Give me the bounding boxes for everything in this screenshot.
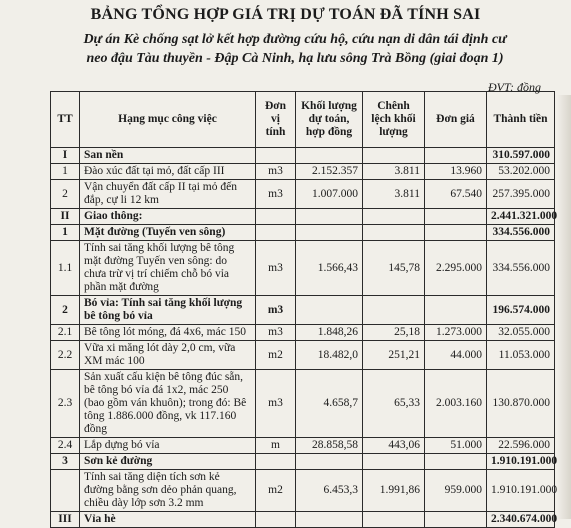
cell-item: San nền (80, 148, 256, 164)
subtitle-line-2: neo đậu Tàu thuyền - Đập Cà Ninh, hạ lưu sông Trà Bồng (giai đoạn 1) (86, 51, 504, 66)
cell-amount: 1.910.191.000 (487, 454, 555, 470)
cell-price (425, 225, 487, 241)
cell-diff: 65,33 (363, 370, 425, 438)
cell-unit: m3 (256, 325, 296, 341)
cell-diff (363, 209, 425, 225)
cell-tt: 1 (51, 164, 80, 180)
cell-volume (296, 225, 363, 241)
cell-item: Lắp dựng bó vỉa (80, 438, 256, 454)
table-row (51, 164, 555, 180)
cell-tt: III (51, 512, 80, 528)
cell-diff: 145,78 (363, 241, 425, 296)
cell-price (425, 512, 487, 528)
cell-tt: 1.1 (51, 241, 80, 296)
cell-amount: 334.556.000 (487, 225, 555, 241)
cell-amount: 130.870.000 (487, 370, 555, 438)
cell-unit: m3 (256, 180, 296, 209)
cell-amount: 257.395.000 (487, 180, 555, 209)
table-row (51, 370, 555, 438)
cell-price (425, 148, 487, 164)
cell-item: Bê tông lót móng, đá 4x6, mác 150 (80, 325, 256, 341)
cell-item: Tính sai tăng diện tích sơn kẻ đường bằng sơn dẻo phản quang, chiều dày lớp sơn 3.2 mm (80, 470, 256, 512)
table-row (51, 180, 555, 209)
cell-diff (363, 454, 425, 470)
cell-price: 44.000 (425, 341, 487, 370)
cell-diff: 1.991,86 (363, 470, 425, 512)
cell-unit (256, 209, 296, 225)
cell-volume (296, 454, 363, 470)
cell-diff: 443,06 (363, 438, 425, 454)
header-unit: Đơn vị tính (256, 92, 296, 148)
cell-tt (51, 470, 80, 512)
cell-amount: 310.597.000 (487, 148, 555, 164)
document-title: BẢNG TỔNG HỢP GIÁ TRỊ DỰ TOÁN ĐÃ TÍNH SAI (90, 6, 481, 23)
cell-unit: m3 (256, 296, 296, 325)
cell-unit (256, 454, 296, 470)
cell-tt: 2 (51, 296, 80, 325)
cell-diff (363, 148, 425, 164)
cell-tt: 3 (51, 454, 80, 470)
cell-tt: 2.4 (51, 438, 80, 454)
cell-item: Vữa xi măng lót dày 2,0 cm, vữa XM mác 100 (80, 341, 256, 370)
cell-amount: 11.053.000 (487, 341, 555, 370)
header-item: Hạng mục công việc (80, 92, 256, 148)
cell-diff: 251,21 (363, 341, 425, 370)
cell-unit: m2 (256, 341, 296, 370)
cell-unit: m3 (256, 370, 296, 438)
cell-item: Sản xuất cấu kiện bê tông đúc sẵn, bê tông bó vỉa đá 1x2, mác 250 (bao gồm ván khuôn); trong đó: Bê tông 1.886.000 đồng, vk 117.160 đồng (80, 370, 256, 438)
cell-item: Tính sai tăng khối lượng bê tông mặt đường Tuyến ven sông: do chưa trừ vị trí chiếm chỗ bó vỉa phần mặt đường (80, 241, 256, 296)
table-row (51, 296, 555, 325)
cell-diff: 3.811 (363, 164, 425, 180)
cell-item: Bó vỉa: Tính sai tăng khối lượng bê tông bó vỉa (80, 296, 256, 325)
cell-price: 67.540 (425, 180, 487, 209)
cell-volume: 4.658,7 (296, 370, 363, 438)
cell-item: Đào xúc đất tại mỏ, đất cấp III (80, 164, 256, 180)
cell-price: 2.295.000 (425, 241, 487, 296)
table-row (51, 325, 555, 341)
table-row (51, 512, 555, 528)
header-amount: Thành tiền (487, 92, 555, 148)
table-row (51, 341, 555, 370)
cell-item: Vận chuyển đất cấp II tại mỏ đến đắp, cự li 12 km (80, 180, 256, 209)
header-price: Đơn giá (425, 92, 487, 148)
cell-unit: m (256, 438, 296, 454)
cell-price (425, 454, 487, 470)
cell-tt: 2.2 (51, 341, 80, 370)
cell-tt: 1 (51, 225, 80, 241)
cell-diff: 3.811 (363, 180, 425, 209)
cell-volume (296, 512, 363, 528)
cell-tt: 2.3 (51, 370, 80, 438)
table-row (51, 209, 555, 225)
cell-diff (363, 512, 425, 528)
cell-unit: m3 (256, 241, 296, 296)
cell-volume: 18.482,0 (296, 341, 363, 370)
cell-volume: 28.858,58 (296, 438, 363, 454)
cell-item: Giao thông: (80, 209, 256, 225)
cell-unit (256, 148, 296, 164)
cell-volume: 1.848,26 (296, 325, 363, 341)
header-volume: Khối lượng dự toán, hợp đồng (296, 92, 363, 148)
budget-table (50, 91, 558, 528)
cell-tt: 2.1 (51, 325, 80, 341)
cell-amount: 196.574.000 (487, 296, 555, 325)
cell-amount: 32.055.000 (487, 325, 555, 341)
cell-amount: 22.596.000 (487, 438, 555, 454)
cell-diff (363, 225, 425, 241)
cell-price: 51.000 (425, 438, 487, 454)
cell-volume (296, 296, 363, 325)
cell-tt: 2 (51, 180, 80, 209)
cell-amount: 2.441.321.000 (487, 209, 555, 225)
cell-amount: 53.202.000 (487, 164, 555, 180)
cell-volume: 1.566,43 (296, 241, 363, 296)
cell-price: 1.273.000 (425, 325, 487, 341)
photo-edge-shadow (557, 95, 571, 519)
cell-amount: 334.556.000 (487, 241, 555, 296)
cell-volume (296, 209, 363, 225)
unit-note: ĐVT: đồng (487, 80, 541, 94)
cell-amount: 2.340.674.000 (487, 512, 555, 528)
cell-unit (256, 512, 296, 528)
cell-diff (363, 296, 425, 325)
cell-volume: 6.453,3 (296, 470, 363, 512)
cell-volume (296, 148, 363, 164)
table-row (51, 438, 555, 454)
header-diff: Chênh lệch khối lượng (363, 92, 425, 148)
cell-volume: 1.007.000 (296, 180, 363, 209)
cell-price (425, 209, 487, 225)
cell-unit: m2 (256, 470, 296, 512)
table-row (51, 470, 555, 512)
cell-price: 2.003.160 (425, 370, 487, 438)
cell-tt: II (51, 209, 80, 225)
subtitle-line-1: Dự án Kè chống sạt lở kết hợp đường cứu hộ, cứu nạn di dân tái định cư (83, 32, 507, 47)
cell-price: 959.000 (425, 470, 487, 512)
cell-volume: 2.152.357 (296, 164, 363, 180)
table-row (51, 241, 555, 296)
table-header-row (51, 92, 555, 148)
cell-item: Sơn kẻ đường (80, 454, 256, 470)
table-row (51, 148, 555, 164)
table-row (51, 225, 555, 241)
cell-item: Mặt đường (Tuyến ven sông) (80, 225, 256, 241)
document-subtitle (40, 30, 550, 68)
cell-unit (256, 225, 296, 241)
header-tt: TT (51, 92, 80, 148)
cell-unit: m3 (256, 164, 296, 180)
cell-tt: I (51, 148, 80, 164)
cell-item: Vỉa hè (80, 512, 256, 528)
cell-price (425, 296, 487, 325)
cell-price: 13.960 (425, 164, 487, 180)
cell-diff: 25,18 (363, 325, 425, 341)
cell-amount: 1.910.191.000 (487, 470, 555, 512)
table-row (51, 454, 555, 470)
